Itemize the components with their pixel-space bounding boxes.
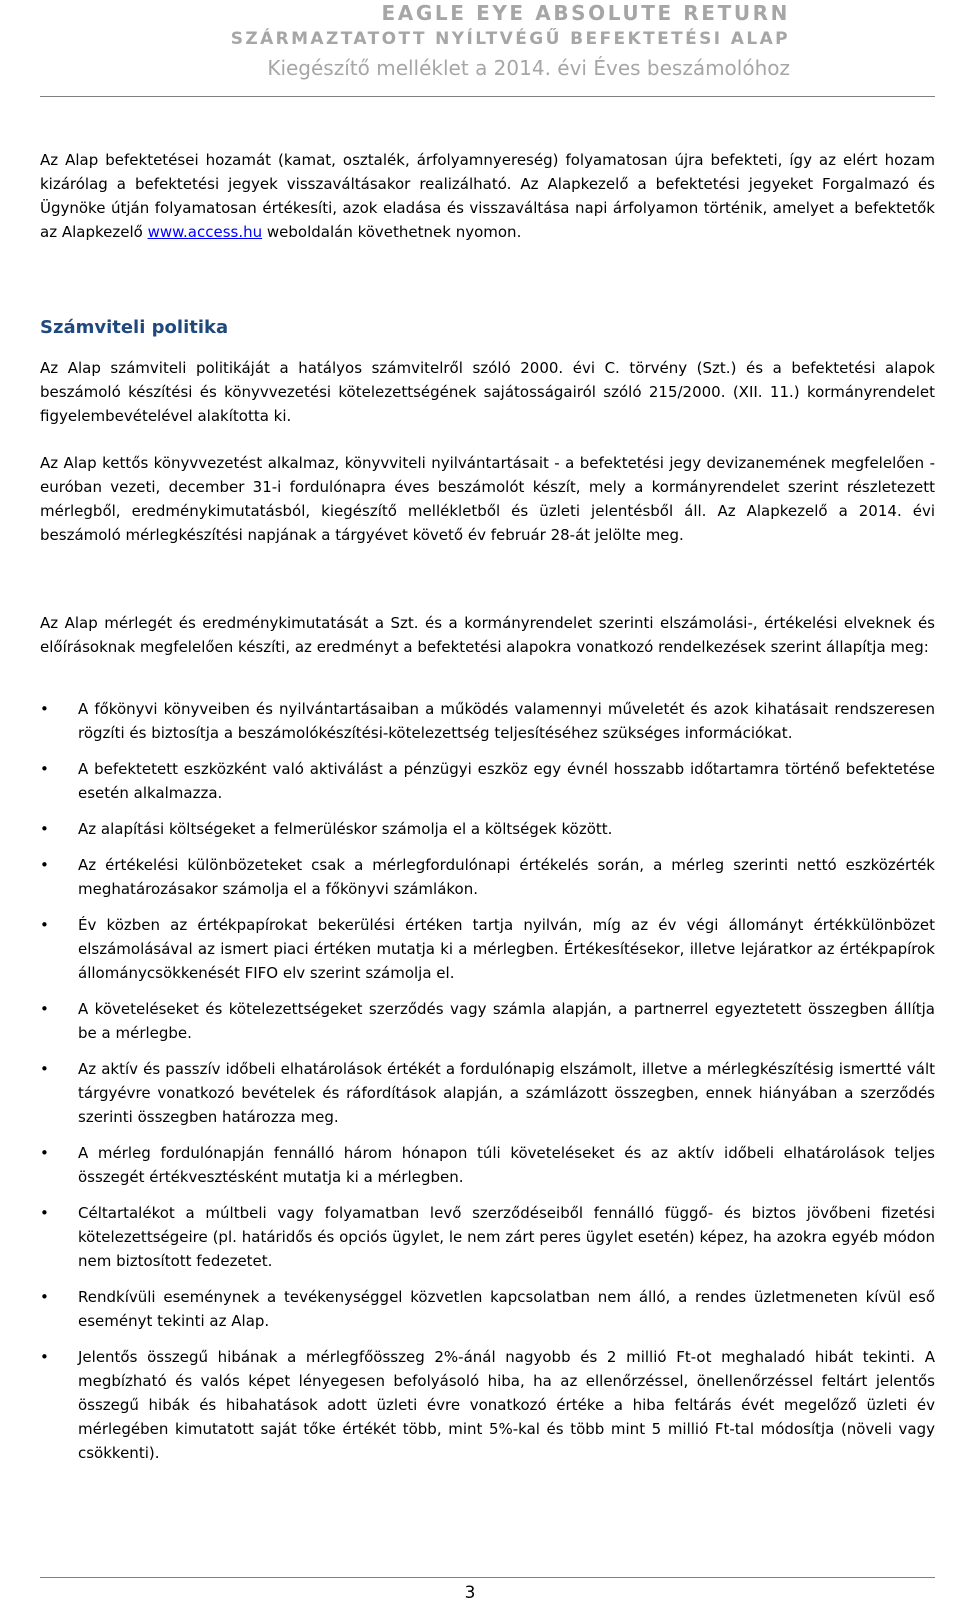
list-item: [40, 757, 935, 805]
bullet-icon: •: [40, 760, 49, 778]
bullet-icon: •: [40, 820, 49, 838]
bullet-icon: •: [40, 700, 49, 718]
bullet-icon: •: [40, 1000, 49, 1018]
accounting-policy-paragraph: Az Alap számviteli politikáját a hatályos számvitelről szóló 2000. évi C. törvény (Szt.) és a befektetési alapok beszámoló készítési és könyvvezetési kötelezettségének sajátosságairól szóló 215/2000. (XII. 11.) kormányrendelet figyelembevételével alakította ki.: [40, 359, 935, 425]
document-header: [90, 0, 790, 83]
list-item-text: A befektetett eszközként való aktiválást a pénzügyi eszköz egy évnél hosszabb időtartamra történő befektetése esetén alkalmazza.: [78, 760, 935, 802]
list-item: [40, 1345, 935, 1465]
bullet-icon: •: [40, 1348, 49, 1366]
bullet-icon: •: [40, 856, 49, 874]
report-subtitle: Kiegészítő melléklet a 2014. évi Éves beszámolóhoz: [267, 56, 790, 80]
intro-text: Az Alap befektetései hozamát (kamat, osztalék, árfolyamnyereség) folyamatosan újra befekteti, így az elért hozam kizárólag a befektetési jegyek visszaváltásakor realizálható. Az Alapkezelő a befektetési jegyeket Forgalmazó és Ügynöke útján folyamatosan értékesíti, azok eladása és visszaváltása napi árfolyamon történik, amelyet a befektetők az Alapkezelő: [40, 151, 935, 241]
list-item: [40, 913, 935, 985]
header-divider: [40, 96, 935, 97]
list-item: [40, 1285, 935, 1333]
intro-paragraph: [40, 148, 935, 244]
list-item-text: Céltartalékot a múltbeli vagy folyamatban levő szerződéseiből fennálló függő- és biztos jövőbeni fizetési kötelezettségeire (pl. határidős és opciós ügylet, le nem zárt peres ügylet esetén) képez, ha azokra egyéb módon nem biztosított fedezetet.: [78, 1204, 935, 1270]
list-item: [40, 697, 935, 745]
fund-type-subtitle: SZÁRMAZTATOTT NYÍLTVÉGŰ BEFEKTETÉSI ALAP: [230, 29, 790, 49]
footer-divider: [40, 1577, 935, 1578]
valuation-paragraph: Az Alap mérlegét és eredménykimutatását a Szt. és a kormányrendelet szerinti elszámolási-, értékelési elveknek és előírásoknak megfelelően készíti, az eredményt a befektetési alapokra vonatkozó rendelkezések szerint állapítja meg:: [40, 614, 935, 656]
bullet-icon: •: [40, 1204, 49, 1222]
policy-list: [40, 697, 935, 1477]
list-item-text: Az értékelési különbözeteket csak a mérlegfordulónapi értékelés során, a mérleg szerinti nettó eszközérték meghatározásakor számolja el a főkönyvi számlákon.: [78, 856, 935, 898]
fund-name-title: EAGLE EYE ABSOLUTE RETURN: [381, 1, 790, 25]
page-number: 3: [464, 1583, 476, 1603]
list-item: [40, 817, 935, 841]
list-item-text: Az aktív és passzív időbeli elhatárolások értékét a fordulónapig elszámolt, illetve a mérlegkészítésig ismertté vált tárgyévre vonatkozó bevételek és ráfordítások alapján, a számlázott összegben, ennek hiányában a szerződés szerinti összegben határozza meg.: [78, 1060, 935, 1126]
list-item-text: Rendkívüli eseménynek a tevékenységgel közvetlen kapcsolatban nem álló, a rendes üzletmeneten kívül eső eseményt tekinti az Alap.: [78, 1288, 935, 1330]
list-item-text: A mérleg fordulónapján fennálló három hónapon túli követeléseket és az aktív időbeli elhatárolások teljes összegét értékvesztésként mutatja ki a mérlegben.: [78, 1144, 935, 1186]
intro-tail: weboldalán követhetnek nyomon.: [262, 223, 522, 241]
list-item-text: Év közben az értékpapírokat bekerülési értéken tartja nyilván, míg az év végi állományt értékkülönbözet elszámolásával az ismert piaci értéken mutatja ki a mérlegben. Értékesítésekor, illetve lejáratkor az értékpapírok állománycsökkenését FIFO elv szerint számolja el.: [78, 916, 935, 982]
bullet-icon: •: [40, 1288, 49, 1306]
list-item: [40, 1201, 935, 1273]
list-item: [40, 853, 935, 901]
list-item-text: A főkönyvi könyveiben és nyilvántartásaiban a működés valamennyi műveletét és azok kihatásait rendszeresen rögzíti és biztosítja a beszámolókészítési-kötelezettség teljesítéséhez szükséges információkat.: [78, 700, 935, 742]
list-item-text: A követeléseket és kötelezettségeket szerződés vagy számla alapján, a partnerrel egyeztetett összegben állítja be a mérlegbe.: [78, 1000, 935, 1042]
website-link[interactable]: www.access.hu: [147, 223, 263, 241]
list-item: [40, 1057, 935, 1129]
bullet-icon: •: [40, 916, 49, 934]
section-title: Számviteli politika: [40, 317, 229, 338]
list-item: [40, 1141, 935, 1189]
bookkeeping-paragraph: Az Alap kettős könyvvezetést alkalmaz, könyvviteli nyilvántartásait - a befektetési jegy devizanemének megfelelően - euróban vezeti, december 31-i fordulónapra éves beszámolót készít, mely a kormányrendelet szerint részletezett mérlegből, eredménykimutatásból, kiegészítő mellékletből és üzleti jelentésből áll. Az Alapkezelő a 2014. évi beszámoló mérlegkészítési napjának a tárgyévet követő év február 28-át jelölte meg.: [40, 454, 935, 544]
list-item: [40, 997, 935, 1045]
list-item-text: Az alapítási költségeket a felmerüléskor számolja el a költségek között.: [78, 820, 613, 838]
bullet-icon: •: [40, 1060, 49, 1078]
bullet-icon: •: [40, 1144, 49, 1162]
list-item-text: Jelentős összegű hibának a mérlegfőösszeg 2%-ánál nagyobb és 2 millió Ft-ot meghaladó hibát tekinti. A megbízható és valós képet lényegesen befolyásoló hiba, ha az ellenőrzéssel, önellenőrzéssel feltárt jelentős összegű hibák és hibahatások adott üzleti évre vonatkozó értéke a hiba feltárás évét megelőző üzleti év mérlegében kimutatott saját tőke értékét több, mint 5%-kal és több mint 5 millió Ft-tal módosítja (növeli vagy csökkenti).: [78, 1348, 935, 1462]
